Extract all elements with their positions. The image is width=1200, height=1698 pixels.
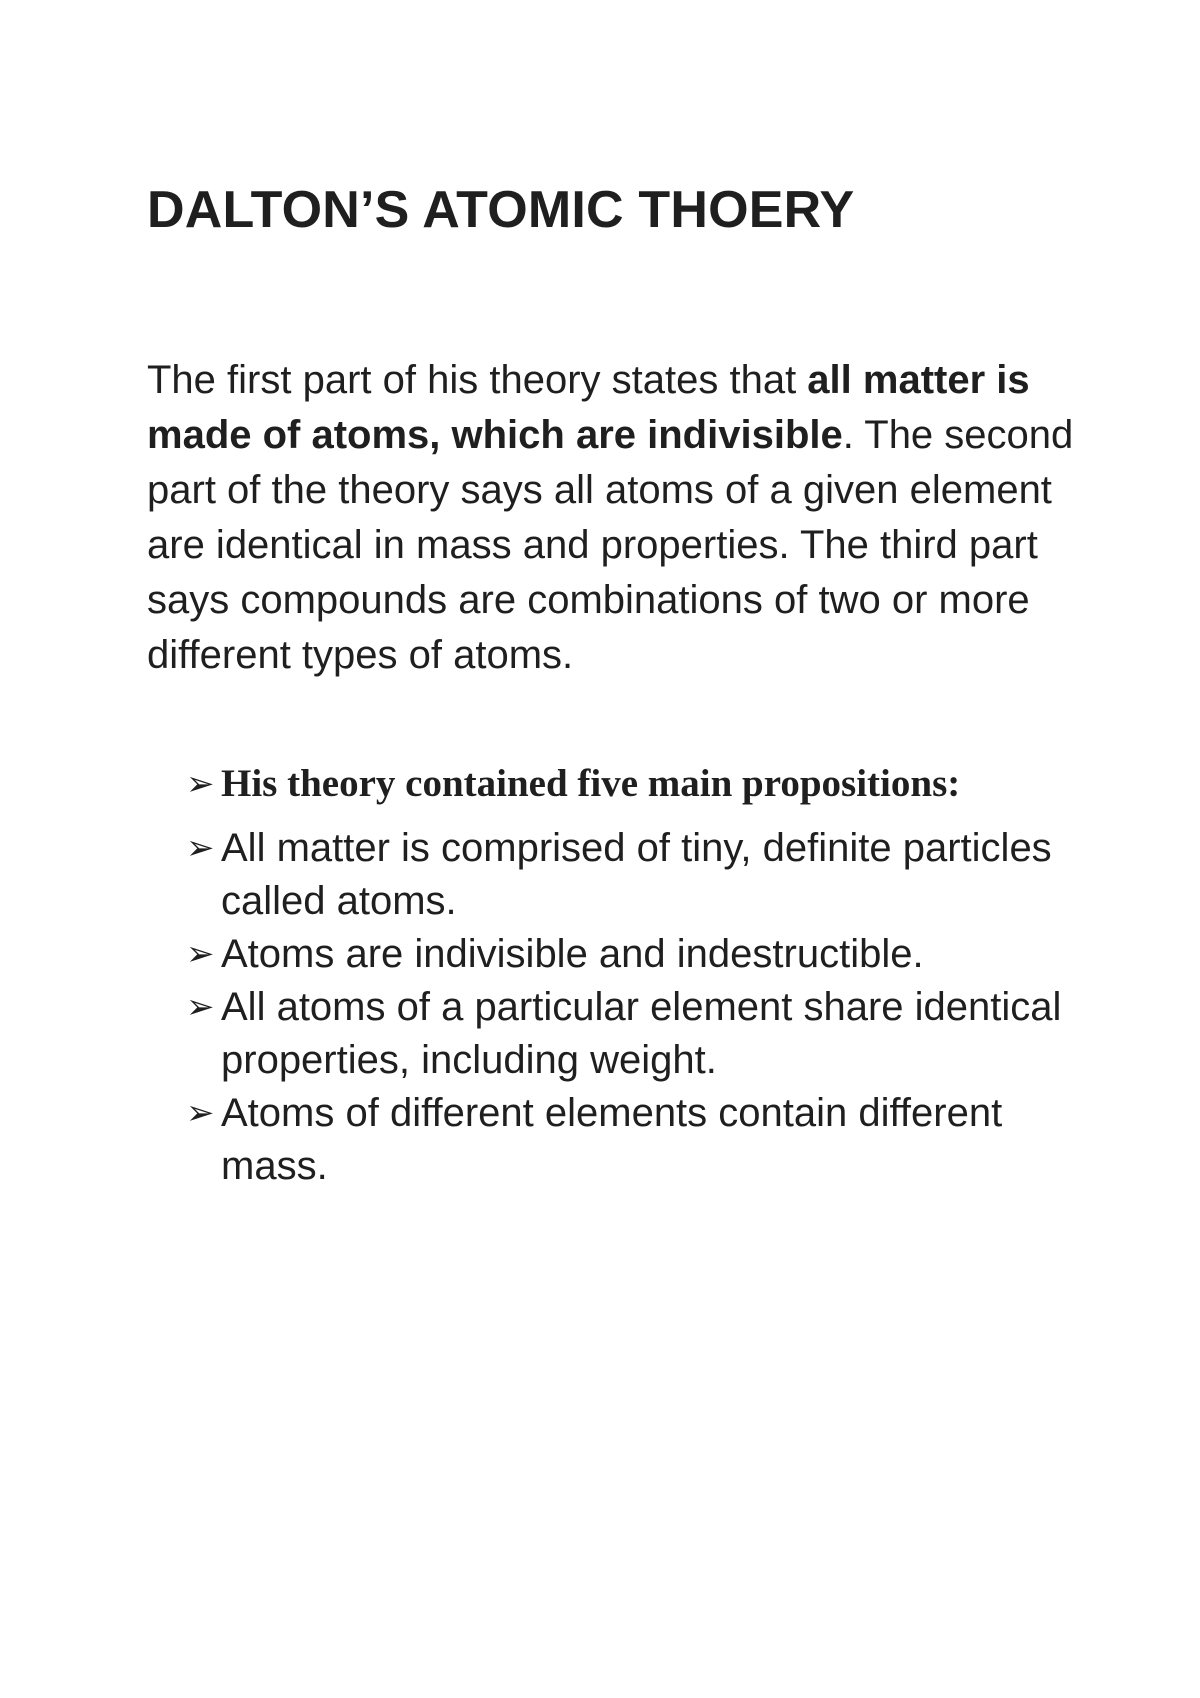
list-item-text: Atoms are indivisible and indestructible. bbox=[221, 932, 924, 976]
page-title: DALTON’S ATOMIC THOERY bbox=[147, 181, 855, 239]
arrow-bullet-icon: ➢ bbox=[186, 934, 215, 974]
list-item bbox=[186, 981, 1086, 1087]
intro-text-part1: The first part of his theory states that bbox=[147, 358, 808, 402]
arrow-bullet-icon: ➢ bbox=[186, 828, 215, 868]
propositions-list bbox=[186, 758, 1086, 1193]
list-heading-item bbox=[186, 758, 1086, 810]
intro-bold-text: all matter is made of atoms, which are indivisible bbox=[147, 358, 1030, 457]
intro-paragraph bbox=[147, 353, 1077, 683]
list-item bbox=[186, 1087, 1086, 1193]
list-item-text: All atoms of a particular element share identical properties, including weight. bbox=[221, 985, 1062, 1082]
list-item-text: Atoms of different elements contain different mass. bbox=[221, 1091, 1003, 1188]
arrow-bullet-icon: ➢ bbox=[186, 764, 215, 804]
list-item bbox=[186, 822, 1086, 928]
list-item bbox=[186, 928, 1086, 981]
arrow-bullet-icon: ➢ bbox=[186, 1093, 215, 1133]
intro-text-part2: . The second part of the theory says all atoms of a given element are identical in mass and properties. The third part says compounds are combinations of two or more different types of atoms. bbox=[147, 413, 1074, 677]
list-heading-text: His theory contained five main propositions: bbox=[221, 762, 961, 805]
list-item-text: All matter is comprised of tiny, definite particles called atoms. bbox=[221, 826, 1052, 923]
arrow-bullet-icon: ➢ bbox=[186, 987, 215, 1027]
